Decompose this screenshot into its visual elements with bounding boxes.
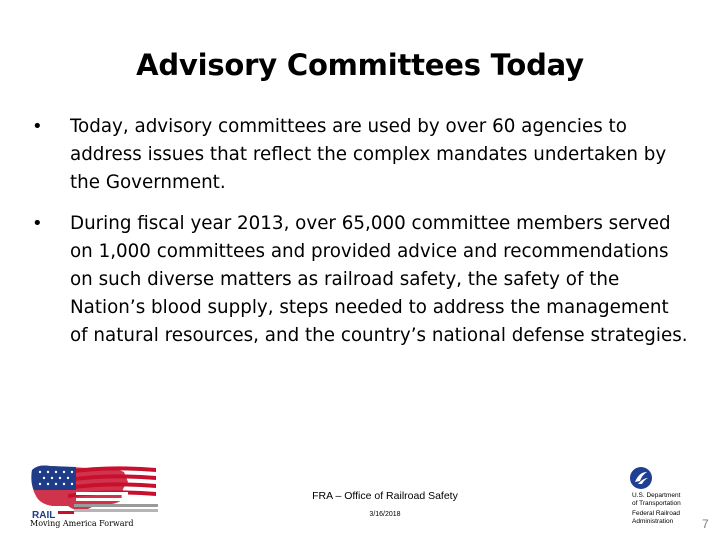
fra-line-2: Administration [632,517,674,525]
bullet-item [32,113,692,197]
us-flag-map-icon [28,460,158,520]
bullet-marker: • [32,213,43,234]
footer-center [290,490,480,518]
page-number: 7 [702,517,709,531]
fra-line-1: Federal Railroad [632,510,681,517]
dot-line-2: of Transportation [632,499,681,507]
bullet-item [32,210,692,350]
bullet-list [32,113,692,350]
bullet-text: Today, advisory committees are used by over 60 agencies to address issues that reflect the complex mandates undertaken by the Government. [70,116,667,193]
footer-date: 3/16/2018 [369,511,401,518]
fra-name [632,510,680,525]
slide-title: Advisory Committees Today [136,48,584,82]
dot-line-1: U.S. Department [632,492,681,499]
tagline: Moving America Forward [30,519,134,528]
bullet-marker: • [32,116,43,137]
dot-emblem-icon [629,466,653,490]
bullet-text: During fiscal year 2013, over 65,000 committee members served on 1,000 committees and provided advice and recommendations on such diverse matters as railroad safety, the safety of the Nation’s blood supply, steps needed to address the management of natural resources, and the country’s national defense strategies. [70,213,688,346]
dot-name [632,492,681,507]
footer-org: FRA – Office of Railroad Safety [312,490,458,502]
rail-logo-text: RAIL [32,510,56,520]
